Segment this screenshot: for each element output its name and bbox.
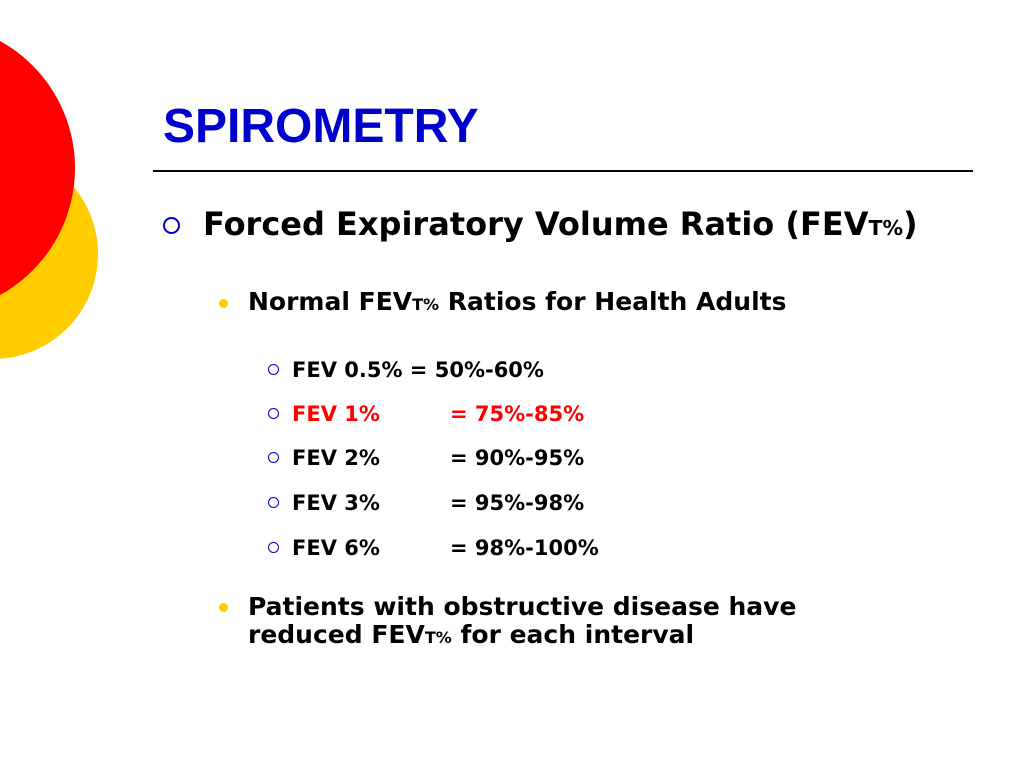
ring-bullet-icon xyxy=(268,452,279,463)
ratio-label: FEV 2% xyxy=(292,446,380,470)
ring-bullet-icon xyxy=(268,497,279,508)
ratio-value: = 95%-98% xyxy=(450,491,585,515)
title-divider xyxy=(153,170,973,172)
heading-text: Forced Expiratory Volume Ratio (FEV xyxy=(203,205,869,243)
ratio-value: = 98%-100% xyxy=(450,536,599,560)
ratio-item xyxy=(292,534,599,562)
slide-title: SPIROMETRY xyxy=(163,100,479,153)
ratio-value: = 90%-95% xyxy=(450,446,585,470)
ratio-text: FEV 0.5% = 50%-60% xyxy=(292,358,544,382)
subheading-subscript: T% xyxy=(412,295,440,314)
subheading-text: Normal FEV xyxy=(248,287,413,316)
heading-suffix: ) xyxy=(903,205,918,243)
ratio-label: FEV 3% xyxy=(292,491,380,515)
ratio-value: = 75%-85% xyxy=(450,402,585,426)
ring-bullet-icon xyxy=(268,364,279,375)
note-suffix: for each interval xyxy=(451,620,695,649)
ratio-label: FEV 1% xyxy=(292,402,380,426)
note-text: reduced FEV xyxy=(248,620,425,649)
ratio-item xyxy=(292,444,584,472)
note-subscript: T% xyxy=(424,628,452,647)
subheading-normal-ratios xyxy=(248,287,786,320)
heading-forced-expiratory-volume xyxy=(203,203,918,249)
heading-subscript: T% xyxy=(868,216,904,240)
ring-bullet-icon xyxy=(268,408,279,419)
ratio-item xyxy=(292,356,544,384)
ring-bullet-icon xyxy=(268,542,279,553)
dot-bullet-icon xyxy=(219,603,228,612)
ratio-item xyxy=(292,489,584,517)
note-line-2 xyxy=(248,620,694,653)
ratio-label: FEV 6% xyxy=(292,536,380,560)
ring-bullet-icon xyxy=(163,217,180,234)
ratio-item-highlighted xyxy=(292,400,584,428)
dot-bullet-icon xyxy=(219,299,228,308)
subheading-suffix: Ratios for Health Adults xyxy=(439,287,787,316)
note-line-1: Patients with obstructive disease have xyxy=(248,592,797,621)
